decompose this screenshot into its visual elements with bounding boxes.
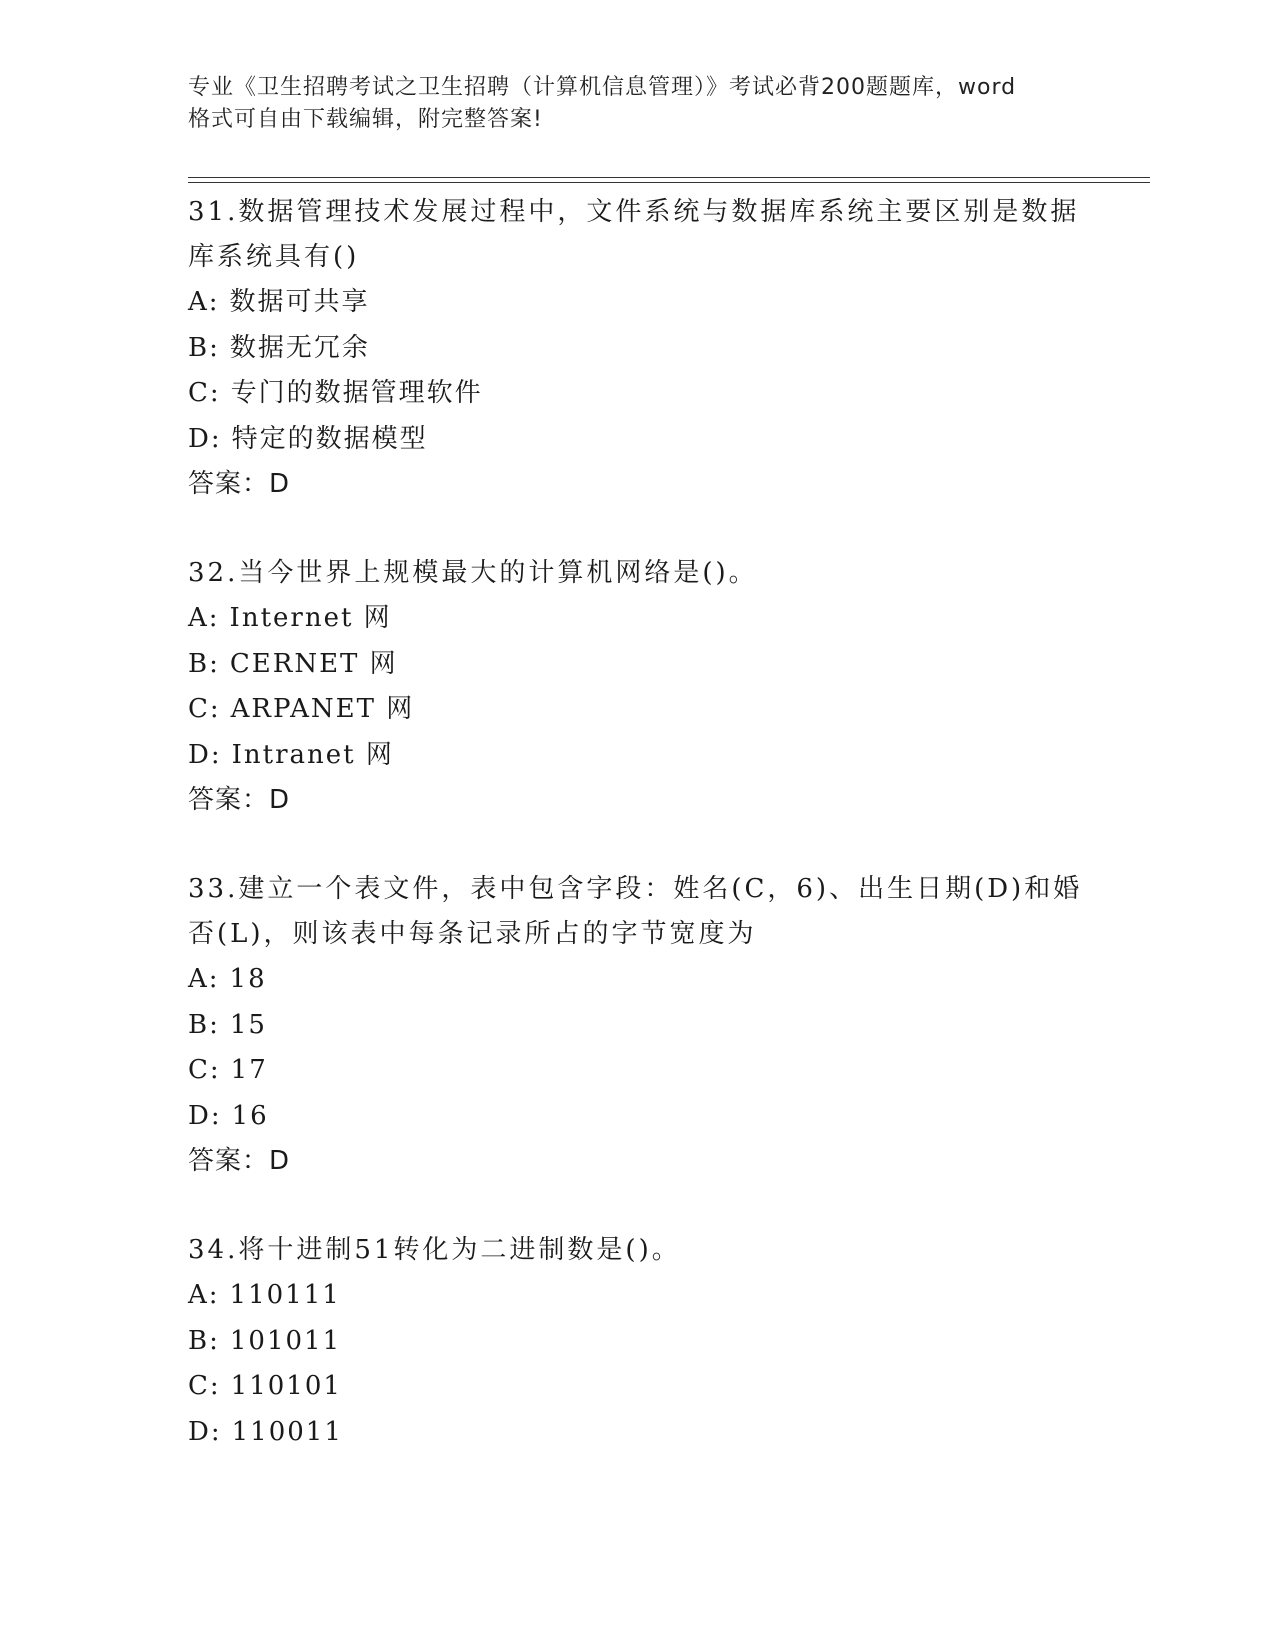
option-text: 101011 [229,1325,342,1356]
question-stem [188,551,1088,596]
option-a [188,280,1088,326]
option-text: 110111 [229,1280,341,1310]
header-double-rule [188,177,1150,183]
option-letter: C: [188,1055,221,1085]
option-d [188,1094,1088,1140]
document-header [188,72,1088,136]
option-a [188,596,1088,642]
option-text: ARPANET 网 [230,694,415,724]
option-c [188,687,1088,733]
option-letter: B: [188,648,220,679]
option-text: 数据可共享 [229,287,370,317]
option-letter: C: [188,378,221,408]
question-33 [188,867,1088,1184]
option-letter: D: [188,1416,222,1447]
question-stem-line-1: 31.数据管理技术发展过程中，文件系统与数据库系统主要区别是数据 [188,197,1080,227]
header-title-line-2: 格式可自由下载编辑，附完整答案! [188,107,543,132]
option-text: 16 [231,1100,269,1131]
option-c [188,371,1088,417]
option-a [188,957,1088,1003]
option-text: CERNET 网 [229,648,398,679]
option-text: 110011 [231,1416,343,1447]
header-title-line-1: 专业《卫生招聘考试之卫生招聘（计算机信息管理）》考试必背200题题库，word [188,75,1017,100]
question-stem [188,190,1088,280]
option-text: 数据无冗余 [229,332,370,363]
option-c [188,1364,1088,1410]
answer-line: 答案：D [188,469,291,499]
question-31 [188,190,1088,507]
option-d [188,733,1088,779]
option-text: Intranet 网 [231,739,394,770]
option-b [188,326,1088,372]
answer-line: 答案：D [188,785,291,815]
option-b [188,1319,1088,1365]
option-text: 专门的数据管理软件 [230,378,483,408]
option-text: 18 [229,964,267,994]
option-letter: A: [188,964,220,994]
option-letter: C: [188,694,221,724]
option-d [188,1410,1088,1456]
option-text: Internet 网 [229,603,392,633]
option-text: 15 [229,1009,267,1040]
option-letter: B: [188,332,220,363]
option-letter: D: [188,423,222,454]
option-a [188,1273,1088,1319]
question-stem-line-2: 库系统具有() [188,242,360,272]
option-text: 特定的数据模型 [231,423,428,454]
option-c [188,1048,1088,1094]
option-letter: A: [188,603,220,633]
option-letter: B: [188,1009,220,1040]
question-stem-line-1: 33.建立一个表文件，表中包含字段：姓名(C，6)、出生日期(D)和婚 [188,874,1083,904]
option-letter: B: [188,1325,220,1356]
option-letter: A: [188,1280,220,1310]
option-d [188,417,1088,463]
question-stem-line-1: 34.将十进制51转化为二进制数是()。 [188,1235,681,1265]
option-letter: D: [188,1100,222,1131]
option-letter: C: [188,1371,221,1401]
option-text: 17 [230,1055,268,1085]
question-stem-line-2: 否(L)，则该表中每条记录所占的字节宽度为 [188,919,757,949]
answer-line: 答案：D [188,1146,291,1176]
question-stem [188,867,1088,957]
option-b [188,642,1088,688]
option-letter: D: [188,739,222,770]
option-text: 110101 [230,1371,342,1401]
question-stem [188,1228,1088,1273]
question-list [188,190,1088,1499]
question-34 [188,1228,1088,1455]
question-32 [188,551,1088,823]
question-stem-line-1: 32.当今世界上规模最大的计算机网络是()。 [188,558,758,588]
option-letter: A: [188,287,220,317]
option-b [188,1003,1088,1049]
